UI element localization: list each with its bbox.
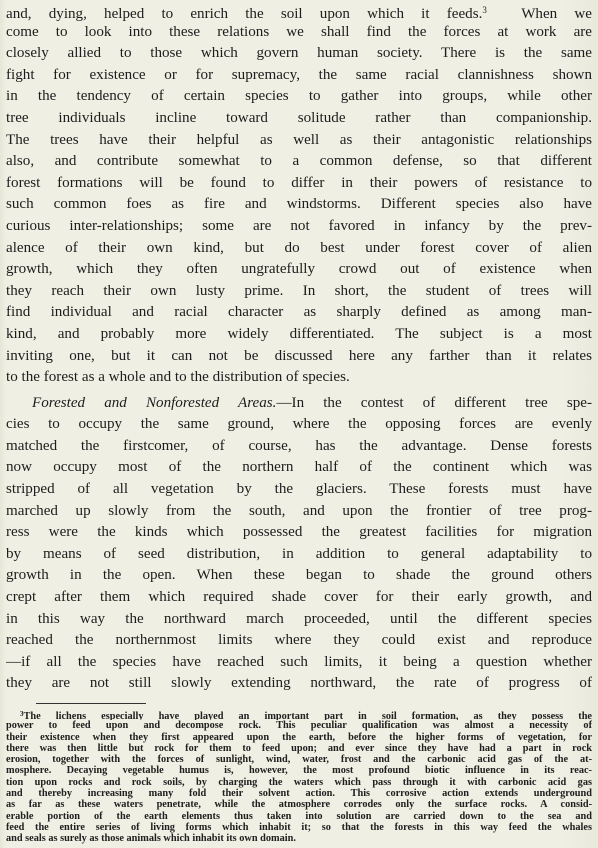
text-line: The trees have their helpful as well as their antagonistic relationships [6, 131, 592, 148]
footnote-line: their existence when they first appeared upon the earth, before the higher forms of vegetation, for [6, 731, 592, 743]
footnote-line: as far as these waters penetrate, while the atmosphere corrodes only the surface rocks. A consid- [6, 799, 592, 811]
text-line: fight for existence or for supremacy, the same racial clannishness shown [6, 66, 592, 83]
footnote-line: there was then little but rock for them to feed upon; and ever since they have had a part in rock [6, 742, 592, 754]
footnote-line: tion upon rocks and rock soils, by charging the waters which pass through it with carbonic acid gas [6, 776, 592, 788]
text-line: cies to occupy the same ground, where the opposing forces are evenly [6, 416, 592, 433]
footnote-line: erosion, together with the forces of sunlight, wind, water, frost and the carbonic acid gas of the at- [6, 754, 592, 766]
text-line: in the tendency of certain species to gather into groups, while other [6, 88, 592, 105]
footnote-line: mosphere. Decaying vegetable humus is, however, the most profound biotic influence in its reac- [6, 765, 592, 777]
text-line: crept after them which required shade cover for their early growth, and [6, 589, 592, 606]
footnote-line: feed the entire series of living forms which inhabit it; so that the forests in this way feed the whales [6, 821, 592, 833]
text-line: growth in the open. When these began to shade the ground others [6, 567, 592, 584]
text-line: closely allied to those which govern human society. There is the same [6, 45, 592, 62]
text-line: they reach their own lusty prime. In short, the student of trees will [6, 282, 592, 299]
footnote-reference[interactable]: 3 [482, 5, 487, 15]
footnote-line: and thereby increasing many fold their solvent action. This corrosive action extends underground [6, 788, 592, 800]
text-line: such common foes as fire and windstorms. Different species also have [6, 196, 592, 213]
footnote [6, 709, 592, 845]
footnote-line-content: The lichens especially have played an important part in soil formation, as they possess the [23, 711, 592, 721]
text-line: they are not still slowly extending northward, the rate of progress of [6, 675, 592, 692]
text-line: inviting one, but it can not be discussed here any farther than it relates [6, 347, 592, 364]
text-line: come to look into these relations we shall find the forces at work are [6, 23, 592, 40]
text-line: now occupy most of the northern half of the continent which was [6, 459, 592, 476]
text-line-tail: When we [521, 6, 592, 22]
text-line-content: —In the contest of different tree spe- [276, 394, 592, 411]
text-line: matched the firstcomer, of course, has the advantage. Dense forests [6, 437, 592, 454]
text-line: by means of seed distribution, in addition to general adaptability to [6, 545, 592, 562]
footnote-marker: 3 [20, 710, 24, 718]
text-line [6, 0, 592, 22]
main-text [6, 0, 592, 695]
paragraph-soil-relations [6, 0, 592, 389]
text-line: kind, and probably more widely differentiated. The subject is a most [6, 325, 592, 342]
footnote-line: power to feed upon and decompose rock. This peculiar qualification was almost a necessity of [6, 720, 592, 732]
text-line: reached the northernmost limits where they could exist and reproduce [6, 632, 592, 649]
text-line-content: and, dying, helped to enrich the soil upon which it feeds. [6, 6, 483, 22]
text-line: in this way the northward march proceeded, until the different species [6, 610, 592, 627]
text-line: marched up slowly from the south, and upon the frontier of tree prog- [6, 502, 592, 519]
text-line: stripped of all vegetation by the glaciers. These forests must have [6, 481, 592, 498]
footnote-divider [36, 703, 146, 704]
text-line: also, and contribute somewhat to a common defense, so that different [6, 153, 592, 170]
text-line [6, 393, 592, 415]
footnote-line [6, 709, 592, 720]
text-line: forest formations will be found to differ in their powers of resistance to [6, 174, 592, 191]
text-line: curious inter-relationships; some are not favored in infancy by the prev- [6, 217, 592, 234]
paragraph-forested-areas [6, 393, 592, 695]
text-line: tree individuals incline toward solitude rather than companionship. [6, 109, 592, 126]
text-line: growth, which they often ungratefully crowd out of existence when [6, 261, 592, 278]
section-heading: Forested and Nonforested Areas. [32, 394, 277, 411]
text-line: alence of their own kind, but do best under forest cover of alien [6, 239, 592, 256]
footnote-line: erable portion of the earth elements thus taken into solution are carried down to the sea and [6, 810, 592, 822]
footnote-line: and seals as surely as those animals which inhabit its own domain. [6, 833, 296, 845]
text-line: find individual and racial character as sharply defined as among man- [6, 304, 592, 321]
text-line: ress were the kinds which possessed the greatest facilities for migration [6, 524, 592, 541]
text-line: to the forest as a whole and to the distribution of species. [6, 369, 350, 386]
text-line: —if all the species have reached such limits, it being a question whether [6, 653, 592, 670]
